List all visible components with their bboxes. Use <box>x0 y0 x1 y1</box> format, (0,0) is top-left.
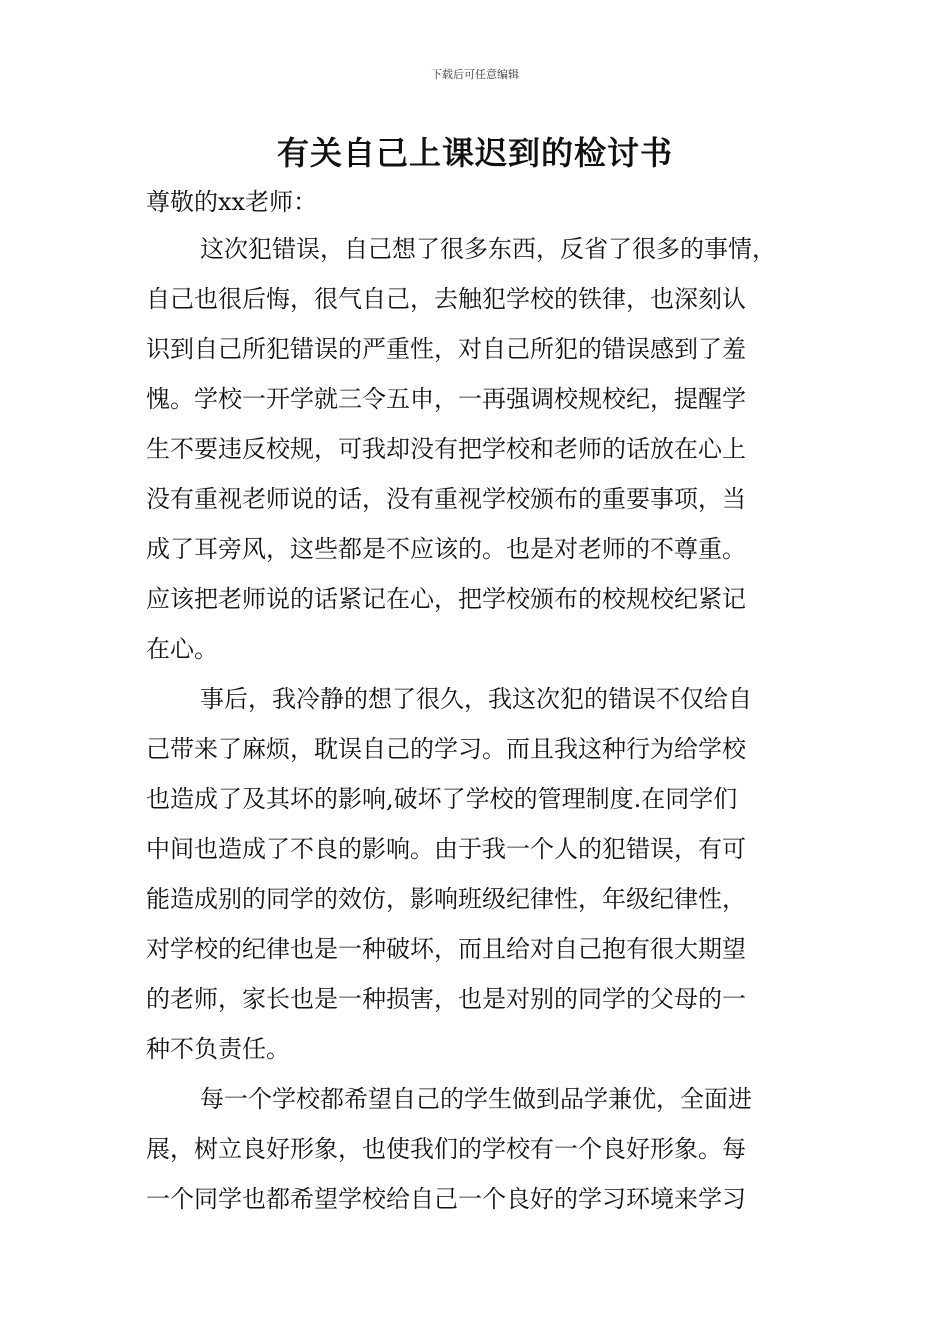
body-line: 这次犯错误，自己想了很多东西，反省了很多的事情， <box>200 235 776 263</box>
body-line: 也造成了及其坏的影响,破坏了学校的管理制度.在同学们 <box>146 785 738 813</box>
body-line: 应该把老师说的话紧记在心，把学校颁布的校规校纪紧记 <box>146 585 746 613</box>
body-line: 种不负责任。 <box>146 1035 290 1063</box>
body-line: 展，树立良好形象，也使我们的学校有一个良好形象。每 <box>146 1135 746 1163</box>
body-line: 对学校的纪律也是一种破坏，而且给对自己抱有很大期望 <box>146 935 746 963</box>
body-line: 的老师，家长也是一种损害，也是对别的同学的父母的一 <box>146 985 746 1013</box>
body-line: 己带来了麻烦，耽误自己的学习。而且我这种行为给学校 <box>146 735 746 763</box>
body-line: 在心。 <box>146 635 218 663</box>
body-line: 中间也造成了不良的影响。由于我一个人的犯错误，有可 <box>146 835 746 863</box>
body-line: 成了耳旁风，这些都是不应该的。也是对老师的不尊重。 <box>146 535 746 563</box>
document-body <box>146 180 816 1224</box>
body-line: 生不要违反校规，可我却没有把学校和老师的话放在心上 <box>146 435 746 463</box>
document-title: 有关自己上课迟到的检讨书 <box>276 134 673 172</box>
body-line: 每一个学校都希望自己的学生做到品学兼优，全面进 <box>200 1085 752 1113</box>
salutation: 尊敬的xx老师： <box>146 188 318 216</box>
body-line: 自己也很后悔，很气自己，去触犯学校的铁律，也深刻认 <box>146 285 746 313</box>
page-header-note: 下载后可任意编辑 <box>431 68 519 81</box>
body-line: 一个同学也都希望学校给自己一个良好的学习环境来学习 <box>146 1185 746 1213</box>
body-line: 没有重视老师说的话，没有重视学校颁布的重要事项，当 <box>146 485 746 513</box>
body-line: 愧。学校一开学就三令五申，一再强调校规校纪，提醒学 <box>146 385 746 413</box>
body-line: 能造成别的同学的效仿，影响班级纪律性，年级纪律性， <box>146 885 746 913</box>
body-line: 事后，我冷静的想了很久，我这次犯的错误不仅给自 <box>200 685 752 713</box>
body-line: 识到自己所犯错误的严重性，对自己所犯的错误感到了羞 <box>146 335 746 363</box>
